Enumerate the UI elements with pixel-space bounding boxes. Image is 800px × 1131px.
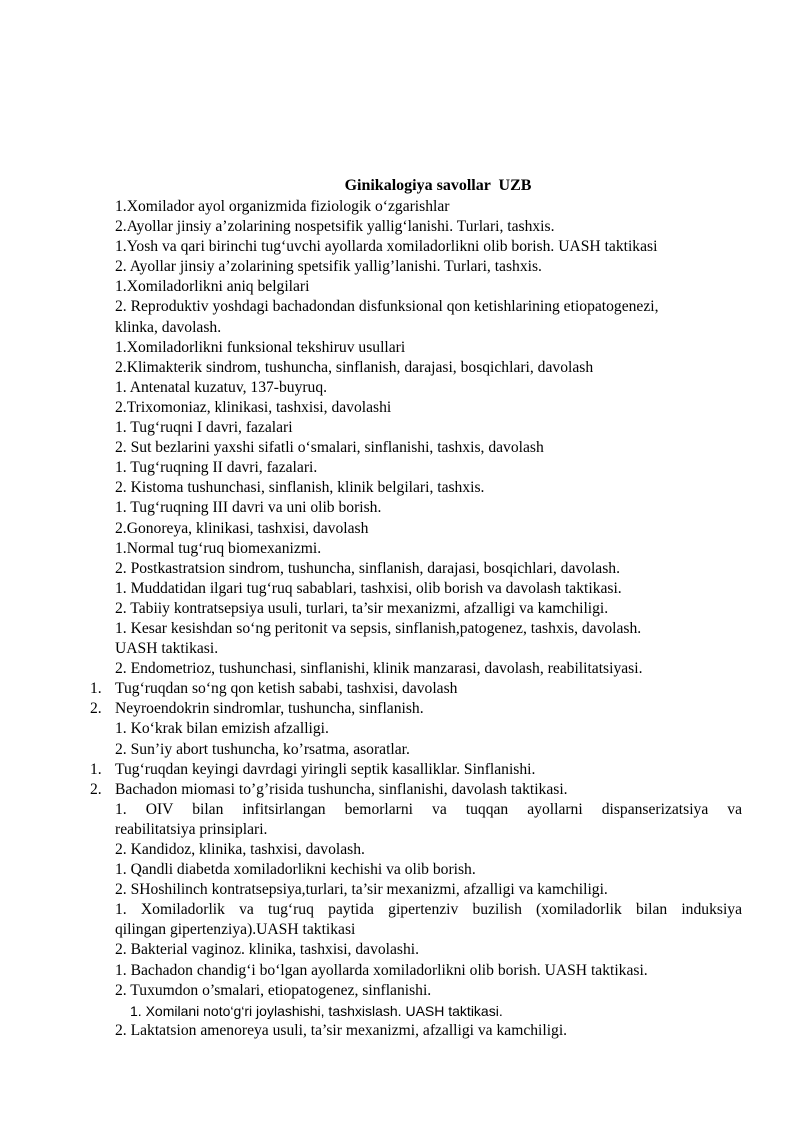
question-text: Bachadon miomasi to’g’risida tushuncha, sinflanishi, davolash taktikasi. (115, 780, 568, 798)
question-line (0, 1021, 800, 1041)
question-line (0, 539, 800, 559)
list-number: 1. (90, 680, 102, 698)
question-line (0, 719, 800, 739)
question-text: 1. OIV bilan infitsirlangan bemorlarni va tuqqan ayollarni dispanserizatsiya va (115, 800, 742, 818)
question-text: 1. Tug‘ruqning II davri, fazalari. (115, 459, 318, 477)
question-line (0, 478, 800, 498)
question-line (0, 780, 800, 800)
question-text: Neyroendokrin sindromlar, tushuncha, sinflanish. (115, 700, 424, 718)
question-text: 1.Xomilador ayol organizmida fiziologik o‘zgarishlar (115, 198, 450, 215)
question-text: 2.Ayollar jinsiy a’zolarining nospetsifik yallig‘lanishi. Turlari, tashxis. (115, 218, 555, 236)
question-line (0, 358, 800, 378)
question-text: 1. Ko‘krak bilan emizish afzalligi. (115, 720, 329, 738)
question-text: 2. Reproduktiv yoshdagi bachadondan disfunksional qon ketishlarining etiopatogenezi, (115, 298, 659, 316)
question-line (0, 619, 800, 639)
question-text: 1. Tug‘ruqni I davri, fazalari (115, 419, 293, 437)
question-line (0, 1001, 800, 1021)
question-text: 2.Klimakterik sindrom, tushuncha, sinflanish, darajasi, bosqichlari, davolash (115, 358, 594, 376)
question-text: 2. Kandidoz, klinika, tashxisi, davolash. (115, 841, 365, 858)
question-text: UASH taktikasi. (115, 640, 219, 658)
question-line (0, 378, 800, 398)
question-line (0, 800, 800, 820)
list-number: 2. (90, 780, 102, 798)
question-line (0, 639, 800, 659)
question-line (0, 940, 800, 960)
question-text: reabilitatsiya prinsiplari. (115, 820, 268, 838)
document-title: Ginikalogiya savollar UZB (344, 177, 532, 194)
question-text: 1.Yosh va qari birinchi tug‘uvchi ayollarda xomiladorlikni olib borish. UASH taktikasi (115, 238, 658, 256)
question-text: 1.Normal tug‘ruq biomexanizmi. (115, 539, 322, 557)
question-line (0, 318, 800, 338)
question-line (0, 760, 800, 780)
question-text: Tug‘ruqdan keyingi davrdagi yiringli septik kasalliklar. Sinflanishi. (115, 760, 536, 778)
question-text: 2. Laktatsion amenoreya usuli, ta’sir mexanizmi, afzalligi va kamchiligi. (115, 1021, 568, 1039)
question-text: 2. Bakterial vaginoz. klinika, tashxisi, davolashi. (115, 941, 420, 959)
question-line (0, 961, 800, 981)
list-number: 1. (90, 760, 102, 778)
question-line (0, 900, 800, 920)
question-line (0, 418, 800, 438)
question-text: 2. Tabiiy kontratsepsiya usuli, turlari, ta’sir mexanizmi, afzalligi va kamchiligi. (115, 599, 609, 617)
question-line (0, 579, 800, 599)
question-text: Tug‘ruqdan so‘ng qon ketish sababi, tashxisi, davolash (115, 680, 458, 698)
question-text: 2. Sut bezlarini yaxshi sifatli o‘smalari, sinflanishi, tashxis, davolash (115, 439, 544, 457)
question-text: 1. Xomilani noto‘g‘ri joylashishi, tashxislash. UASH taktikasi. (130, 1002, 503, 1019)
question-line (0, 498, 800, 518)
question-line (0, 217, 800, 237)
question-line (0, 197, 800, 217)
list-number: 2. (90, 700, 102, 718)
question-line (0, 840, 800, 860)
question-text: 2.Gonoreya, klinikasi, tashxisi, davolash (115, 519, 369, 537)
question-text: 1.Xomiladorlikni aniq belgilari (115, 278, 310, 296)
question-line (0, 237, 800, 257)
question-text: 2. Tuxumdon o’smalari, etiopatogenez, sinflanishi. (115, 981, 432, 999)
question-line (0, 297, 800, 317)
question-line (0, 519, 800, 539)
question-text: 2.Trixomoniaz, klinikasi, tashxisi, davolashi (115, 398, 392, 416)
question-text: 1. Qandli diabetda xomiladorlikni kechishi va olib borish. (115, 861, 476, 879)
question-line (0, 860, 800, 880)
question-line (0, 699, 800, 719)
question-text: 1. Tug‘ruqning III davri va uni olib borish. (115, 499, 382, 517)
question-line (0, 659, 800, 679)
question-line (0, 277, 800, 297)
question-line (0, 679, 800, 699)
question-text: klinka, davolash. (115, 318, 222, 336)
question-line (0, 458, 800, 478)
question-line (0, 920, 800, 940)
question-line (0, 981, 800, 1001)
question-text: 1. Muddatidan ilgari tug‘ruq sabablari, tashxisi, olib borish va davolash taktikasi. (115, 579, 622, 597)
question-line (0, 257, 800, 277)
question-line (0, 880, 800, 900)
question-text: 1. Bachadon chandig‘i bo‘lgan ayollarda xomiladorlikni olib borish. UASH taktikasi. (115, 961, 648, 979)
question-text: 2. Endometrioz, tushunchasi, sinflanishi, klinik manzarasi, davolash, reabilitatsiyasi. (115, 660, 643, 678)
question-text: qilingan gipertenziya).UASH taktikasi (115, 921, 356, 939)
question-text: 2. Ayollar jinsiy a’zolarining spetsifik yallig’lanishi. Turlari, tashxis. (115, 258, 542, 276)
question-line (0, 438, 800, 458)
question-line (0, 740, 800, 760)
question-text: 2. Sun’iy abort tushuncha, ko’rsatma, asoratlar. (115, 740, 410, 758)
question-line (0, 398, 800, 418)
question-text: 1. Kesar kesishdan so‘ng peritonit va sepsis, sinflanish,patogenez, tashxis, davolash. (115, 619, 642, 637)
question-line (0, 559, 800, 579)
question-text: 2. Kistoma tushunchasi, sinflanish, klinik belgilari, tashxis. (115, 479, 485, 497)
question-text: 1. Xomiladorlik va tug‘ruq paytida gipertenziv buzilish (xomiladorlik bilan induksiya (115, 901, 742, 919)
question-text: 1.Xomiladorlikni funksional tekshiruv usullari (115, 338, 406, 356)
question-text: 2. Postkastratsion sindrom, tushuncha, sinflanish, darajasi, bosqichlari, davolash. (115, 559, 620, 577)
question-text: 1. Antenatal kuzatuv, 137-buyruq. (115, 378, 328, 396)
question-line (0, 338, 800, 358)
question-text: 2. SHoshilinch kontratsepsiya,turlari, ta’sir mexanizmi, afzalligi va kamchiligi. (115, 881, 608, 899)
question-line (0, 820, 800, 840)
question-line (0, 599, 800, 619)
question-list (0, 197, 800, 1041)
